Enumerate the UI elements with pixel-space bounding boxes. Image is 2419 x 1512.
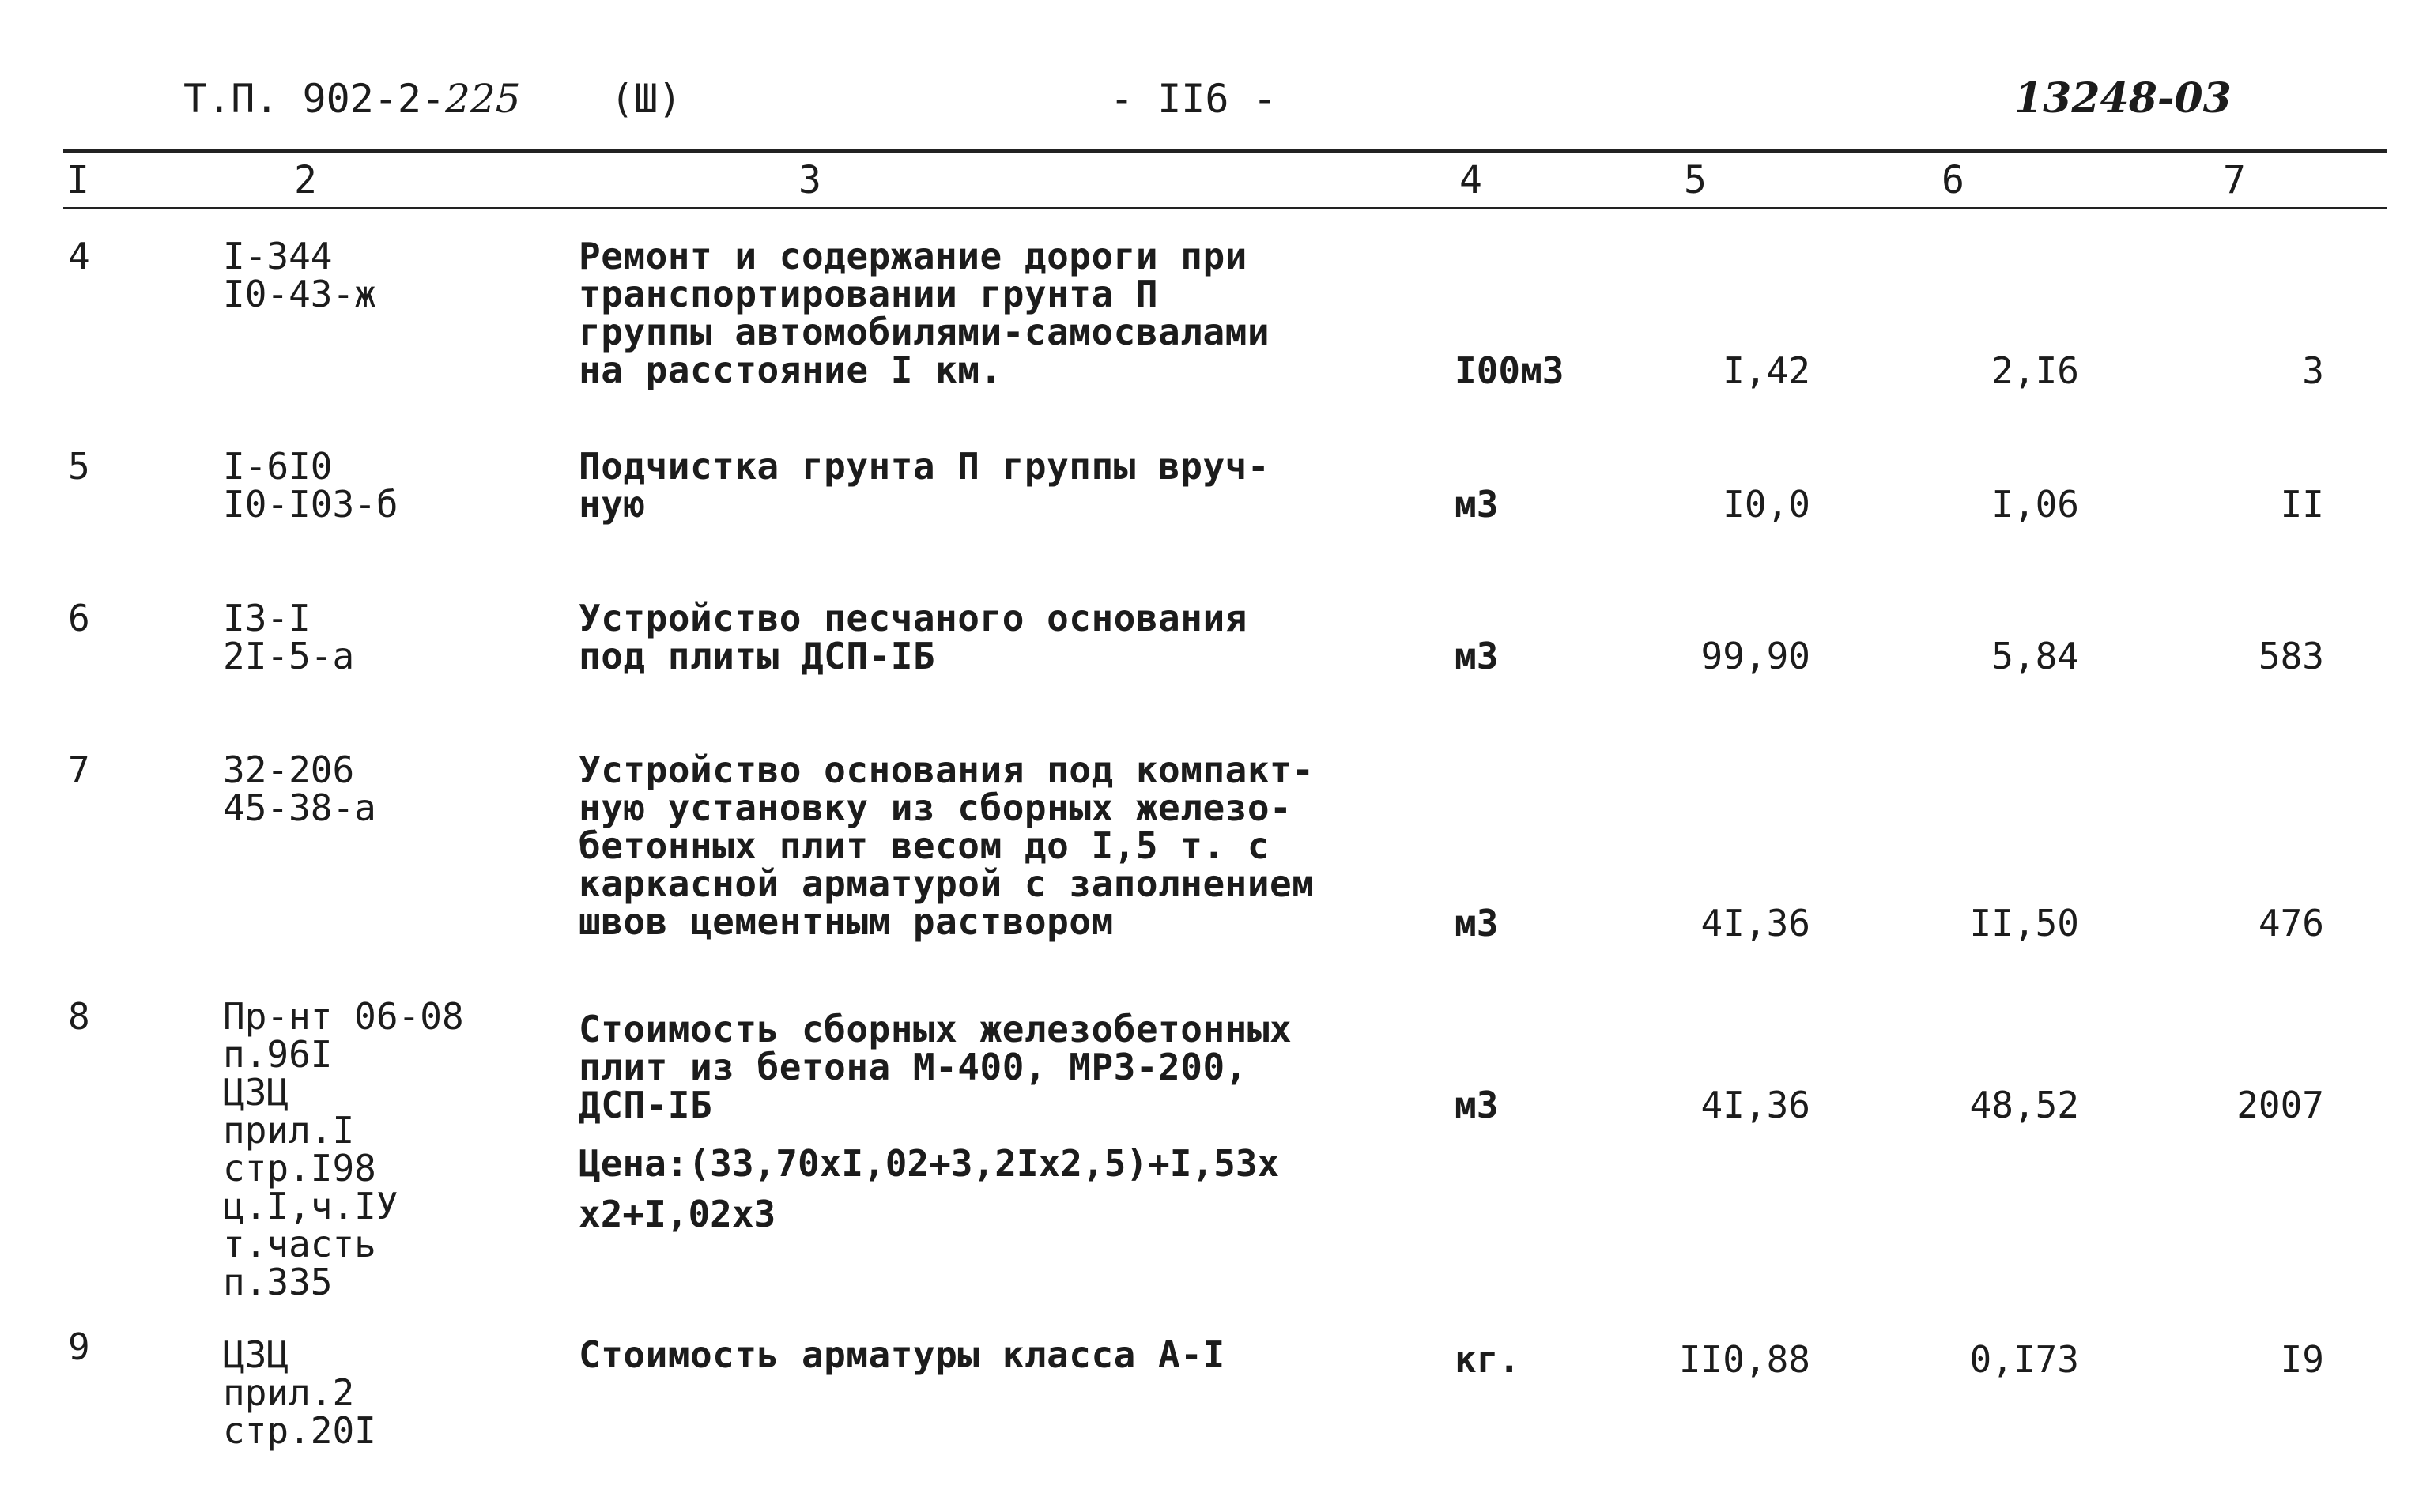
row-number: 4: [68, 235, 90, 277]
project-number: [183, 75, 521, 123]
row-quantity: II0,88: [1678, 1338, 1810, 1381]
row-unit: кг.: [1455, 1338, 1521, 1381]
row-code: ЦЗЦ прил.2 стр.20I: [223, 1333, 376, 1452]
row-description: Ремонт и содержание дороги при транспортировании грунта П группы автомобилями-самосвалами на расстояние I км.: [579, 235, 1270, 391]
row-description: Подчистка грунта П группы вруч- ную: [579, 445, 1270, 526]
project-number-handwritten: 225: [445, 76, 521, 122]
column-header-4: 4: [1459, 158, 1482, 202]
row-description: Стоимость арматуры класса А-I: [579, 1333, 1225, 1376]
row-unit-price: 2,I6: [1991, 349, 2079, 392]
row-quantity: 4I,36: [1700, 902, 1810, 945]
document-id: 13248-03: [2014, 74, 2232, 123]
column-header-6: 6: [1942, 158, 1964, 202]
row-unit: м3: [1455, 483, 1499, 526]
row-unit-price: 48,52: [1969, 1084, 2079, 1126]
page-number: - II6 -: [1110, 76, 1277, 122]
column-header-5: 5: [1684, 158, 1707, 202]
row-unit: м3: [1455, 635, 1499, 677]
row-code: I3-I 2I-5-а: [223, 597, 355, 677]
row-code: I-6I0 I0-I03-б: [223, 445, 398, 526]
column-header-3: 3: [798, 158, 821, 202]
row-quantity: I,42: [1723, 349, 1810, 392]
row-number: 7: [68, 748, 90, 791]
row-unit-price: 5,84: [1991, 635, 2079, 677]
row-quantity: I0,0: [1723, 483, 1810, 526]
row-number: 6: [68, 597, 90, 639]
row-number: 8: [68, 995, 90, 1038]
row-number: 9: [68, 1325, 90, 1368]
column-header-7: 7: [2223, 158, 2246, 202]
row-total: 583: [2258, 635, 2324, 677]
row-total: 2007: [2236, 1084, 2324, 1126]
row-total: II: [2280, 483, 2324, 526]
price-formula: Цена:(33,70хI,02+3,2Iх2,5)+I,53х х2+I,02х3: [579, 1142, 1280, 1235]
row-quantity: 4I,36: [1700, 1084, 1810, 1126]
column-header-1: I: [66, 158, 89, 202]
row-total: 3: [2302, 349, 2324, 392]
row-unit-price: II,50: [1969, 902, 2079, 945]
row-quantity: 99,90: [1700, 635, 1810, 677]
column-header-2: 2: [294, 158, 317, 202]
header-rule-top: [63, 149, 2387, 153]
row-description: Устройство основания под компакт- ную установку из сборных железо- бетонных плит весом до I,5 т. с каркасной арматурой с заполнением швов цементным раствором: [579, 748, 1315, 943]
row-total: I9: [2280, 1338, 2324, 1381]
header-rule-bottom: [63, 207, 2387, 209]
row-code: Пр-нт 06-08 п.96I ЦЗЦ прил.I стр.I98 ц.I,ч.IУ т.часть п.335: [223, 995, 464, 1303]
row-unit: I00м3: [1455, 349, 1564, 392]
row-unit-price: I,06: [1991, 483, 2079, 526]
row-unit: м3: [1455, 1084, 1499, 1126]
row-number: 5: [68, 445, 90, 488]
row-unit-price: 0,I73: [1969, 1338, 2079, 1381]
row-description: Устройство песчаного основания под плиты ДСП-IБ: [579, 597, 1247, 677]
project-number-prefix: Т.П. 902-2-: [183, 76, 446, 122]
volume-label: (Ш): [610, 76, 682, 122]
row-code: 32-206 45-38-а: [223, 748, 376, 829]
row-total: 476: [2258, 902, 2324, 945]
row-unit: м3: [1455, 902, 1499, 945]
row-description: Стоимость сборных железобетонных плит из бетона М-400, МРЗ-200, ДСП-IБ: [579, 1008, 1293, 1126]
row-code: I-344 I0-43-ж: [223, 235, 376, 315]
